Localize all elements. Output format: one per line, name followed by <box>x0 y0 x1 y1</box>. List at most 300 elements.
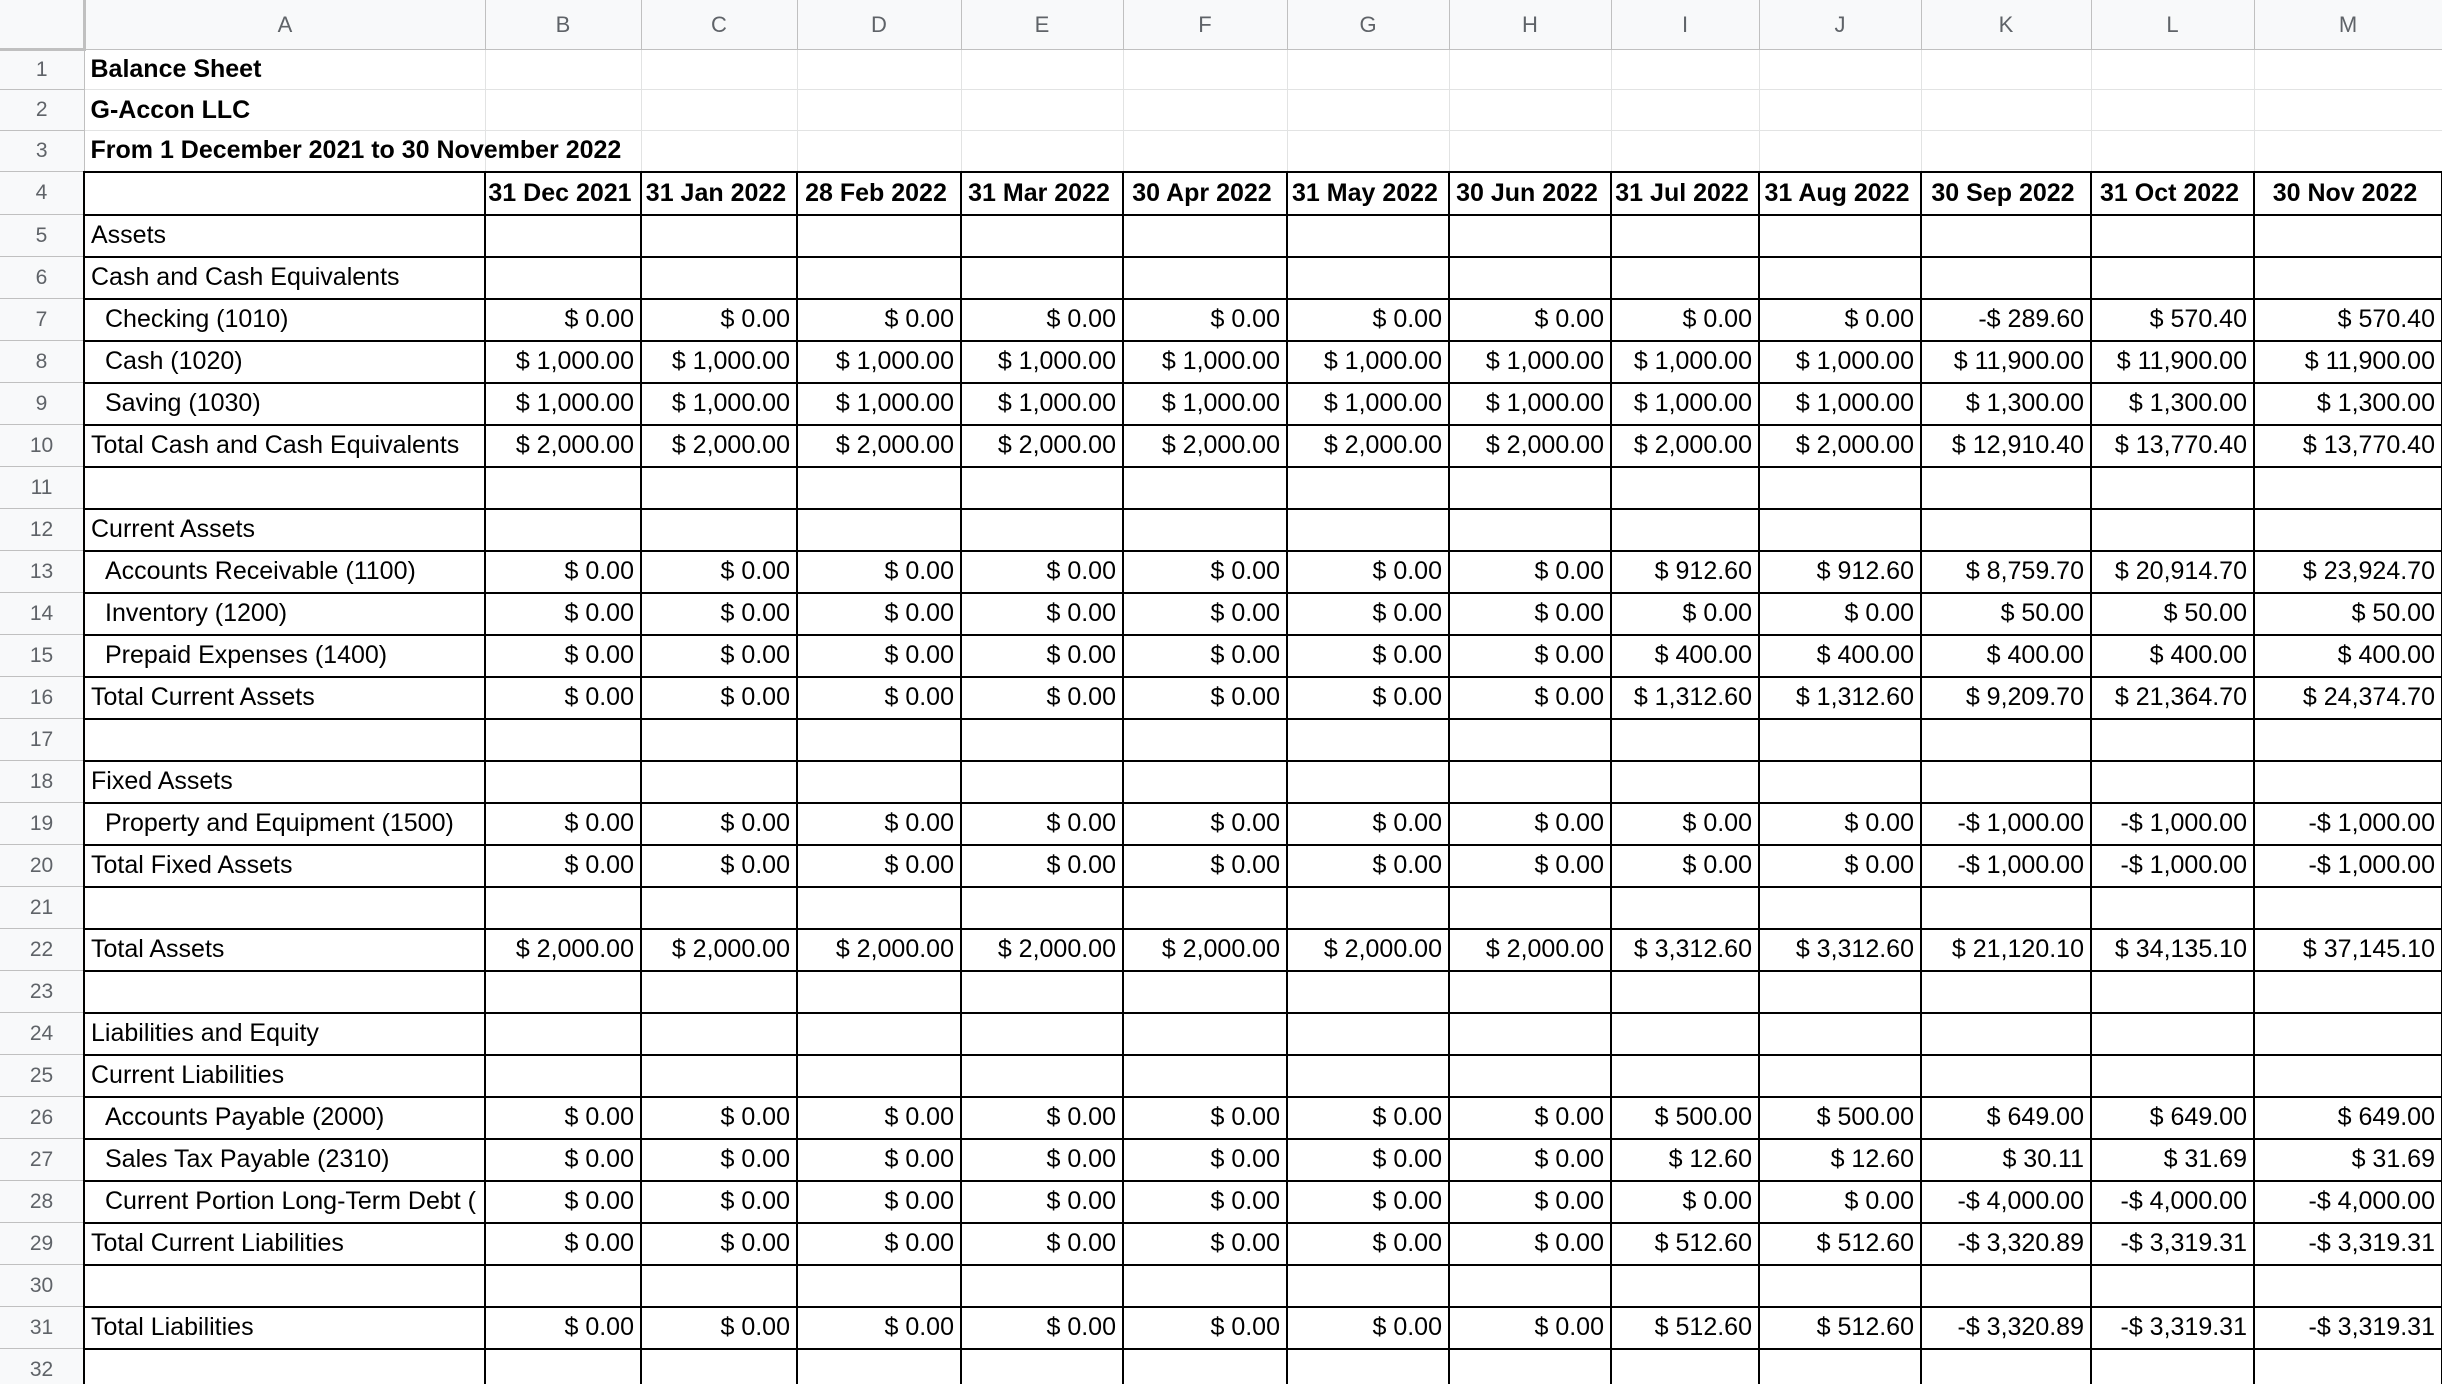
value-cell[interactable]: $ 0.00 <box>1123 1223 1287 1265</box>
cell-label[interactable]: Accounts Receivable (1100) <box>84 551 485 593</box>
value-cell[interactable]: $ 1,000.00 <box>961 383 1123 425</box>
value-cell[interactable]: $ 0.00 <box>1611 1181 1759 1223</box>
value-cell[interactable] <box>485 887 641 929</box>
value-cell[interactable] <box>2091 887 2254 929</box>
column-header-m[interactable]: M <box>2254 0 2442 50</box>
value-cell[interactable]: $ 0.00 <box>797 677 961 719</box>
value-cell[interactable] <box>1287 509 1449 551</box>
cell-label[interactable]: Cash and Cash Equivalents <box>84 257 485 299</box>
value-cell[interactable]: $ 0.00 <box>641 551 797 593</box>
value-cell[interactable] <box>797 467 961 509</box>
value-cell[interactable]: $ 912.60 <box>1611 551 1759 593</box>
value-cell[interactable] <box>641 1055 797 1097</box>
value-cell[interactable] <box>797 1265 961 1307</box>
value-cell[interactable] <box>485 1055 641 1097</box>
cell-label[interactable]: Total Fixed Assets <box>84 845 485 887</box>
date-header-cell[interactable]: 31 Mar 2022 <box>961 172 1123 215</box>
value-cell[interactable] <box>797 215 961 257</box>
row-header[interactable]: 24 <box>0 1013 84 1055</box>
value-cell[interactable]: $ 500.00 <box>1759 1097 1921 1139</box>
date-header-cell[interactable]: 31 Jul 2022 <box>1611 172 1759 215</box>
value-cell[interactable]: $ 0.00 <box>1287 677 1449 719</box>
value-cell[interactable]: $ 1,000.00 <box>1759 383 1921 425</box>
value-cell[interactable] <box>2091 90 2254 131</box>
value-cell[interactable]: $ 0.00 <box>1449 551 1611 593</box>
date-header-cell[interactable]: 30 Jun 2022 <box>1449 172 1611 215</box>
cell-label[interactable]: Current Assets <box>84 509 485 551</box>
value-cell[interactable] <box>2091 761 2254 803</box>
value-cell[interactable]: $ 50.00 <box>2091 593 2254 635</box>
row-header[interactable]: 28 <box>0 1181 84 1223</box>
value-cell[interactable] <box>1759 719 1921 761</box>
value-cell[interactable] <box>1123 887 1287 929</box>
value-cell[interactable] <box>641 90 797 131</box>
value-cell[interactable] <box>1449 761 1611 803</box>
value-cell[interactable] <box>1921 719 2091 761</box>
value-cell[interactable] <box>2254 509 2442 551</box>
value-cell[interactable]: $ 21,120.10 <box>1921 929 2091 971</box>
value-cell[interactable]: $ 11,900.00 <box>2091 341 2254 383</box>
value-cell[interactable] <box>1759 1349 1921 1384</box>
cell-label[interactable] <box>84 1265 485 1307</box>
value-cell[interactable] <box>797 90 961 131</box>
value-cell[interactable]: $ 31.69 <box>2091 1139 2254 1181</box>
value-cell[interactable]: $ 400.00 <box>2254 635 2442 677</box>
value-cell[interactable]: $ 1,000.00 <box>641 341 797 383</box>
value-cell[interactable]: $ 0.00 <box>1449 845 1611 887</box>
value-cell[interactable]: $ 0.00 <box>1449 299 1611 341</box>
value-cell[interactable]: $ 0.00 <box>641 593 797 635</box>
value-cell[interactable]: $ 2,000.00 <box>641 425 797 467</box>
value-cell[interactable] <box>1759 215 1921 257</box>
value-cell[interactable]: $ 0.00 <box>1123 1139 1287 1181</box>
date-header-cell[interactable]: 31 Jan 2022 <box>641 172 797 215</box>
value-cell[interactable]: $ 2,000.00 <box>1123 425 1287 467</box>
value-cell[interactable] <box>485 50 641 90</box>
row-header[interactable]: 29 <box>0 1223 84 1265</box>
value-cell[interactable] <box>2091 971 2254 1013</box>
value-cell[interactable] <box>641 257 797 299</box>
value-cell[interactable]: $ 0.00 <box>1287 635 1449 677</box>
column-header-g[interactable]: G <box>1287 0 1449 50</box>
value-cell[interactable]: $ 500.00 <box>1611 1097 1759 1139</box>
value-cell[interactable] <box>1123 719 1287 761</box>
value-cell[interactable] <box>961 1013 1123 1055</box>
value-cell[interactable] <box>1123 257 1287 299</box>
value-cell[interactable]: $ 3,312.60 <box>1759 929 1921 971</box>
cell-label[interactable]: Property and Equipment (1500) <box>84 803 485 845</box>
value-cell[interactable] <box>485 257 641 299</box>
value-cell[interactable]: $ 0.00 <box>1611 593 1759 635</box>
value-cell[interactable]: $ 2,000.00 <box>1123 929 1287 971</box>
value-cell[interactable] <box>2091 1265 2254 1307</box>
cell-label[interactable]: Liabilities and Equity <box>84 1013 485 1055</box>
value-cell[interactable] <box>1287 90 1449 131</box>
value-cell[interactable] <box>1123 971 1287 1013</box>
value-cell[interactable] <box>2254 1349 2442 1384</box>
value-cell[interactable] <box>1449 131 1611 172</box>
value-cell[interactable]: -$ 1,000.00 <box>2091 803 2254 845</box>
value-cell[interactable] <box>1611 971 1759 1013</box>
cell-label[interactable]: Total Liabilities <box>84 1307 485 1349</box>
value-cell[interactable]: $ 0.00 <box>485 551 641 593</box>
value-cell[interactable] <box>1287 215 1449 257</box>
cell-label[interactable]: Prepaid Expenses (1400) <box>84 635 485 677</box>
value-cell[interactable]: $ 0.00 <box>961 299 1123 341</box>
value-cell[interactable]: $ 0.00 <box>797 1181 961 1223</box>
value-cell[interactable] <box>797 50 961 90</box>
value-cell[interactable]: $ 0.00 <box>1611 845 1759 887</box>
value-cell[interactable]: -$ 1,000.00 <box>2254 803 2442 845</box>
value-cell[interactable]: $ 912.60 <box>1759 551 1921 593</box>
value-cell[interactable] <box>1449 257 1611 299</box>
value-cell[interactable]: $ 0.00 <box>641 1097 797 1139</box>
value-cell[interactable] <box>797 509 961 551</box>
value-cell[interactable] <box>641 131 797 172</box>
value-cell[interactable]: $ 0.00 <box>1759 299 1921 341</box>
value-cell[interactable]: $ 30.11 <box>1921 1139 2091 1181</box>
value-cell[interactable]: $ 1,000.00 <box>797 341 961 383</box>
value-cell[interactable] <box>1449 1013 1611 1055</box>
value-cell[interactable]: $ 0.00 <box>961 635 1123 677</box>
value-cell[interactable] <box>2254 887 2442 929</box>
value-cell[interactable]: $ 0.00 <box>961 845 1123 887</box>
cell-label[interactable]: Total Current Liabilities <box>84 1223 485 1265</box>
value-cell[interactable] <box>1287 887 1449 929</box>
value-cell[interactable]: $ 0.00 <box>1123 677 1287 719</box>
value-cell[interactable] <box>2254 131 2442 172</box>
value-cell[interactable]: $ 2,000.00 <box>1449 929 1611 971</box>
value-cell[interactable] <box>1287 719 1449 761</box>
value-cell[interactable]: $ 649.00 <box>2254 1097 2442 1139</box>
value-cell[interactable] <box>1287 1349 1449 1384</box>
value-cell[interactable]: $ 0.00 <box>641 845 797 887</box>
value-cell[interactable]: -$ 1,000.00 <box>2254 845 2442 887</box>
column-header-b[interactable]: B <box>485 0 641 50</box>
value-cell[interactable] <box>1123 761 1287 803</box>
value-cell[interactable]: $ 0.00 <box>1287 551 1449 593</box>
row-header[interactable]: 22 <box>0 929 84 971</box>
value-cell[interactable]: $ 1,000.00 <box>1287 341 1449 383</box>
cell-label[interactable] <box>84 887 485 929</box>
value-cell[interactable]: $ 512.60 <box>1759 1307 1921 1349</box>
value-cell[interactable]: $ 1,000.00 <box>485 383 641 425</box>
value-cell[interactable] <box>1921 509 2091 551</box>
value-cell[interactable]: $ 0.00 <box>641 635 797 677</box>
value-cell[interactable] <box>641 215 797 257</box>
value-cell[interactable]: $ 0.00 <box>797 1097 961 1139</box>
value-cell[interactable] <box>1449 1055 1611 1097</box>
value-cell[interactable]: $ 0.00 <box>1759 803 1921 845</box>
value-cell[interactable]: $ 11,900.00 <box>1921 341 2091 383</box>
value-cell[interactable] <box>1611 257 1759 299</box>
value-cell[interactable] <box>1921 1265 2091 1307</box>
value-cell[interactable]: $ 0.00 <box>1287 1097 1449 1139</box>
value-cell[interactable]: -$ 4,000.00 <box>1921 1181 2091 1223</box>
value-cell[interactable]: $ 1,300.00 <box>2091 383 2254 425</box>
value-cell[interactable]: $ 0.00 <box>797 845 961 887</box>
value-cell[interactable]: $ 400.00 <box>2091 635 2254 677</box>
value-cell[interactable] <box>485 467 641 509</box>
value-cell[interactable] <box>797 1055 961 1097</box>
value-cell[interactable] <box>1921 1013 2091 1055</box>
value-cell[interactable] <box>797 761 961 803</box>
row-header[interactable]: 10 <box>0 425 84 467</box>
value-cell[interactable]: $ 0.00 <box>1759 1181 1921 1223</box>
value-cell[interactable]: $ 0.00 <box>1123 593 1287 635</box>
value-cell[interactable] <box>961 1055 1123 1097</box>
value-cell[interactable]: $ 13,770.40 <box>2254 425 2442 467</box>
value-cell[interactable] <box>961 215 1123 257</box>
cell-label[interactable]: Accounts Payable (2000) <box>84 1097 485 1139</box>
value-cell[interactable] <box>1611 131 1759 172</box>
value-cell[interactable] <box>2091 1349 2254 1384</box>
value-cell[interactable] <box>2091 467 2254 509</box>
value-cell[interactable]: $ 400.00 <box>1921 635 2091 677</box>
value-cell[interactable]: $ 0.00 <box>797 1139 961 1181</box>
value-cell[interactable]: $ 0.00 <box>961 593 1123 635</box>
value-cell[interactable]: $ 1,312.60 <box>1759 677 1921 719</box>
value-cell[interactable] <box>961 131 1123 172</box>
value-cell[interactable] <box>1287 971 1449 1013</box>
value-cell[interactable]: $ 0.00 <box>797 635 961 677</box>
row-header[interactable]: 21 <box>0 887 84 929</box>
cell-label[interactable]: Total Cash and Cash Equivalents <box>84 425 485 467</box>
value-cell[interactable]: -$ 1,000.00 <box>1921 845 2091 887</box>
value-cell[interactable]: $ 0.00 <box>961 1307 1123 1349</box>
value-cell[interactable] <box>485 1013 641 1055</box>
value-cell[interactable] <box>485 1265 641 1307</box>
value-cell[interactable]: $ 2,000.00 <box>961 929 1123 971</box>
column-header-e[interactable]: E <box>961 0 1123 50</box>
value-cell[interactable] <box>1287 1013 1449 1055</box>
value-cell[interactable] <box>641 1265 797 1307</box>
value-cell[interactable] <box>485 971 641 1013</box>
value-cell[interactable] <box>1921 50 2091 90</box>
value-cell[interactable]: $ 23,924.70 <box>2254 551 2442 593</box>
value-cell[interactable]: $ 570.40 <box>2254 299 2442 341</box>
column-header-h[interactable]: H <box>1449 0 1611 50</box>
value-cell[interactable] <box>1759 257 1921 299</box>
value-cell[interactable] <box>961 90 1123 131</box>
value-cell[interactable] <box>961 1349 1123 1384</box>
value-cell[interactable]: -$ 1,000.00 <box>1921 803 2091 845</box>
value-cell[interactable] <box>1449 887 1611 929</box>
value-cell[interactable]: $ 8,759.70 <box>1921 551 2091 593</box>
value-cell[interactable]: $ 0.00 <box>961 551 1123 593</box>
value-cell[interactable]: $ 2,000.00 <box>1449 425 1611 467</box>
value-cell[interactable] <box>1449 90 1611 131</box>
date-header-cell[interactable]: 30 Nov 2022 <box>2254 172 2442 215</box>
cell-label[interactable] <box>84 971 485 1013</box>
value-cell[interactable]: $ 0.00 <box>641 1307 797 1349</box>
value-cell[interactable] <box>797 719 961 761</box>
value-cell[interactable]: $ 0.00 <box>641 803 797 845</box>
value-cell[interactable] <box>797 1349 961 1384</box>
value-cell[interactable]: $ 0.00 <box>797 803 961 845</box>
value-cell[interactable]: $ 37,145.10 <box>2254 929 2442 971</box>
value-cell[interactable]: -$ 3,319.31 <box>2254 1223 2442 1265</box>
value-cell[interactable]: $ 0.00 <box>1759 845 1921 887</box>
value-cell[interactable] <box>2091 719 2254 761</box>
value-cell[interactable] <box>485 761 641 803</box>
value-cell[interactable]: -$ 3,320.89 <box>1921 1307 2091 1349</box>
value-cell[interactable]: $ 0.00 <box>641 1181 797 1223</box>
value-cell[interactable]: $ 649.00 <box>1921 1097 2091 1139</box>
value-cell[interactable] <box>1921 971 2091 1013</box>
value-cell[interactable]: $ 1,000.00 <box>1123 383 1287 425</box>
value-cell[interactable]: $ 1,000.00 <box>1123 341 1287 383</box>
value-cell[interactable]: $ 21,364.70 <box>2091 677 2254 719</box>
value-cell[interactable]: $ 0.00 <box>1449 1223 1611 1265</box>
value-cell[interactable]: $ 0.00 <box>1123 1307 1287 1349</box>
value-cell[interactable]: $ 2,000.00 <box>485 425 641 467</box>
value-cell[interactable] <box>797 1013 961 1055</box>
value-cell[interactable] <box>2254 90 2442 131</box>
value-cell[interactable] <box>2091 215 2254 257</box>
value-cell[interactable]: $ 0.00 <box>641 677 797 719</box>
value-cell[interactable] <box>1611 90 1759 131</box>
row-header[interactable]: 1 <box>0 50 84 90</box>
value-cell[interactable]: $ 2,000.00 <box>1287 425 1449 467</box>
value-cell[interactable] <box>2091 131 2254 172</box>
row-header[interactable]: 23 <box>0 971 84 1013</box>
value-cell[interactable]: -$ 3,319.31 <box>2091 1307 2254 1349</box>
value-cell[interactable] <box>2091 50 2254 90</box>
value-cell[interactable] <box>2254 215 2442 257</box>
value-cell[interactable] <box>641 467 797 509</box>
value-cell[interactable] <box>961 50 1123 90</box>
value-cell[interactable]: $ 3,312.60 <box>1611 929 1759 971</box>
value-cell[interactable] <box>2254 761 2442 803</box>
row-header[interactable]: 16 <box>0 677 84 719</box>
row-header[interactable]: 3 <box>0 131 84 172</box>
cell-label[interactable] <box>84 467 485 509</box>
value-cell[interactable]: $ 12,910.40 <box>1921 425 2091 467</box>
row-header[interactable]: 6 <box>0 257 84 299</box>
date-header-cell[interactable]: 31 Aug 2022 <box>1759 172 1921 215</box>
value-cell[interactable]: $ 0.00 <box>485 635 641 677</box>
cell-label[interactable] <box>84 1349 485 1384</box>
row-header[interactable]: 7 <box>0 299 84 341</box>
value-cell[interactable] <box>1449 467 1611 509</box>
value-cell[interactable]: $ 1,312.60 <box>1611 677 1759 719</box>
row-header[interactable]: 12 <box>0 509 84 551</box>
value-cell[interactable]: $ 0.00 <box>1123 1181 1287 1223</box>
value-cell[interactable] <box>1611 467 1759 509</box>
value-cell[interactable]: $ 0.00 <box>1287 299 1449 341</box>
row-header[interactable]: 8 <box>0 341 84 383</box>
column-header-c[interactable]: C <box>641 0 797 50</box>
date-header-cell[interactable]: 28 Feb 2022 <box>797 172 961 215</box>
value-cell[interactable] <box>1449 719 1611 761</box>
value-cell[interactable]: $ 2,000.00 <box>1287 929 1449 971</box>
cell-label[interactable] <box>84 172 485 215</box>
value-cell[interactable] <box>641 971 797 1013</box>
value-cell[interactable] <box>1759 1265 1921 1307</box>
value-cell[interactable]: $ 0.00 <box>1287 845 1449 887</box>
value-cell[interactable]: $ 2,000.00 <box>485 929 641 971</box>
value-cell[interactable] <box>641 887 797 929</box>
cell-label[interactable]: Current Liabilities <box>84 1055 485 1097</box>
value-cell[interactable]: $ 0.00 <box>1449 593 1611 635</box>
value-cell[interactable]: $ 0.00 <box>485 1223 641 1265</box>
value-cell[interactable]: $ 0.00 <box>1611 299 1759 341</box>
value-cell[interactable] <box>961 257 1123 299</box>
value-cell[interactable]: $ 12.60 <box>1759 1139 1921 1181</box>
value-cell[interactable] <box>1759 971 1921 1013</box>
value-cell[interactable]: $ 2,000.00 <box>961 425 1123 467</box>
row-header[interactable]: 19 <box>0 803 84 845</box>
value-cell[interactable]: $ 1,300.00 <box>1921 383 2091 425</box>
value-cell[interactable] <box>1287 257 1449 299</box>
value-cell[interactable] <box>1611 1055 1759 1097</box>
value-cell[interactable]: $ 0.00 <box>641 1223 797 1265</box>
value-cell[interactable]: $ 0.00 <box>485 1139 641 1181</box>
value-cell[interactable]: $ 31.69 <box>2254 1139 2442 1181</box>
value-cell[interactable]: $ 0.00 <box>1449 1097 1611 1139</box>
value-cell[interactable]: $ 20,914.70 <box>2091 551 2254 593</box>
value-cell[interactable] <box>2091 1055 2254 1097</box>
value-cell[interactable] <box>1449 1349 1611 1384</box>
value-cell[interactable]: $ 0.00 <box>1287 593 1449 635</box>
value-cell[interactable] <box>1123 1013 1287 1055</box>
value-cell[interactable] <box>961 761 1123 803</box>
value-cell[interactable]: $ 0.00 <box>961 1139 1123 1181</box>
row-header[interactable]: 15 <box>0 635 84 677</box>
value-cell[interactable] <box>1611 509 1759 551</box>
value-cell[interactable]: -$ 3,319.31 <box>2091 1223 2254 1265</box>
value-cell[interactable] <box>961 1265 1123 1307</box>
value-cell[interactable] <box>1123 215 1287 257</box>
value-cell[interactable] <box>1759 1013 1921 1055</box>
value-cell[interactable] <box>485 1349 641 1384</box>
value-cell[interactable]: $ 1,000.00 <box>1449 383 1611 425</box>
value-cell[interactable] <box>2254 719 2442 761</box>
value-cell[interactable] <box>1611 1265 1759 1307</box>
column-header-a[interactable]: A <box>84 0 485 50</box>
value-cell[interactable] <box>1611 50 1759 90</box>
value-cell[interactable] <box>1287 50 1449 90</box>
row-header[interactable]: 31 <box>0 1307 84 1349</box>
value-cell[interactable] <box>961 719 1123 761</box>
cell-label[interactable]: Balance Sheet <box>84 50 485 90</box>
value-cell[interactable] <box>1449 1265 1611 1307</box>
row-header[interactable]: 2 <box>0 90 84 131</box>
value-cell[interactable]: $ 0.00 <box>1449 1181 1611 1223</box>
value-cell[interactable]: $ 649.00 <box>2091 1097 2254 1139</box>
value-cell[interactable]: -$ 4,000.00 <box>2254 1181 2442 1223</box>
value-cell[interactable]: $ 2,000.00 <box>1759 425 1921 467</box>
value-cell[interactable] <box>2254 1013 2442 1055</box>
value-cell[interactable]: $ 0.00 <box>485 677 641 719</box>
value-cell[interactable]: $ 0.00 <box>1449 677 1611 719</box>
value-cell[interactable] <box>961 971 1123 1013</box>
row-header[interactable]: 13 <box>0 551 84 593</box>
value-cell[interactable]: $ 0.00 <box>485 803 641 845</box>
cell-label[interactable]: Assets <box>84 215 485 257</box>
value-cell[interactable]: $ 0.00 <box>485 299 641 341</box>
value-cell[interactable]: -$ 3,319.31 <box>2254 1307 2442 1349</box>
select-all-corner[interactable] <box>0 0 84 50</box>
row-header[interactable]: 25 <box>0 1055 84 1097</box>
value-cell[interactable] <box>1611 1349 1759 1384</box>
value-cell[interactable] <box>1611 761 1759 803</box>
row-header[interactable]: 18 <box>0 761 84 803</box>
value-cell[interactable] <box>1611 887 1759 929</box>
value-cell[interactable]: $ 0.00 <box>1123 635 1287 677</box>
value-cell[interactable] <box>1287 131 1449 172</box>
